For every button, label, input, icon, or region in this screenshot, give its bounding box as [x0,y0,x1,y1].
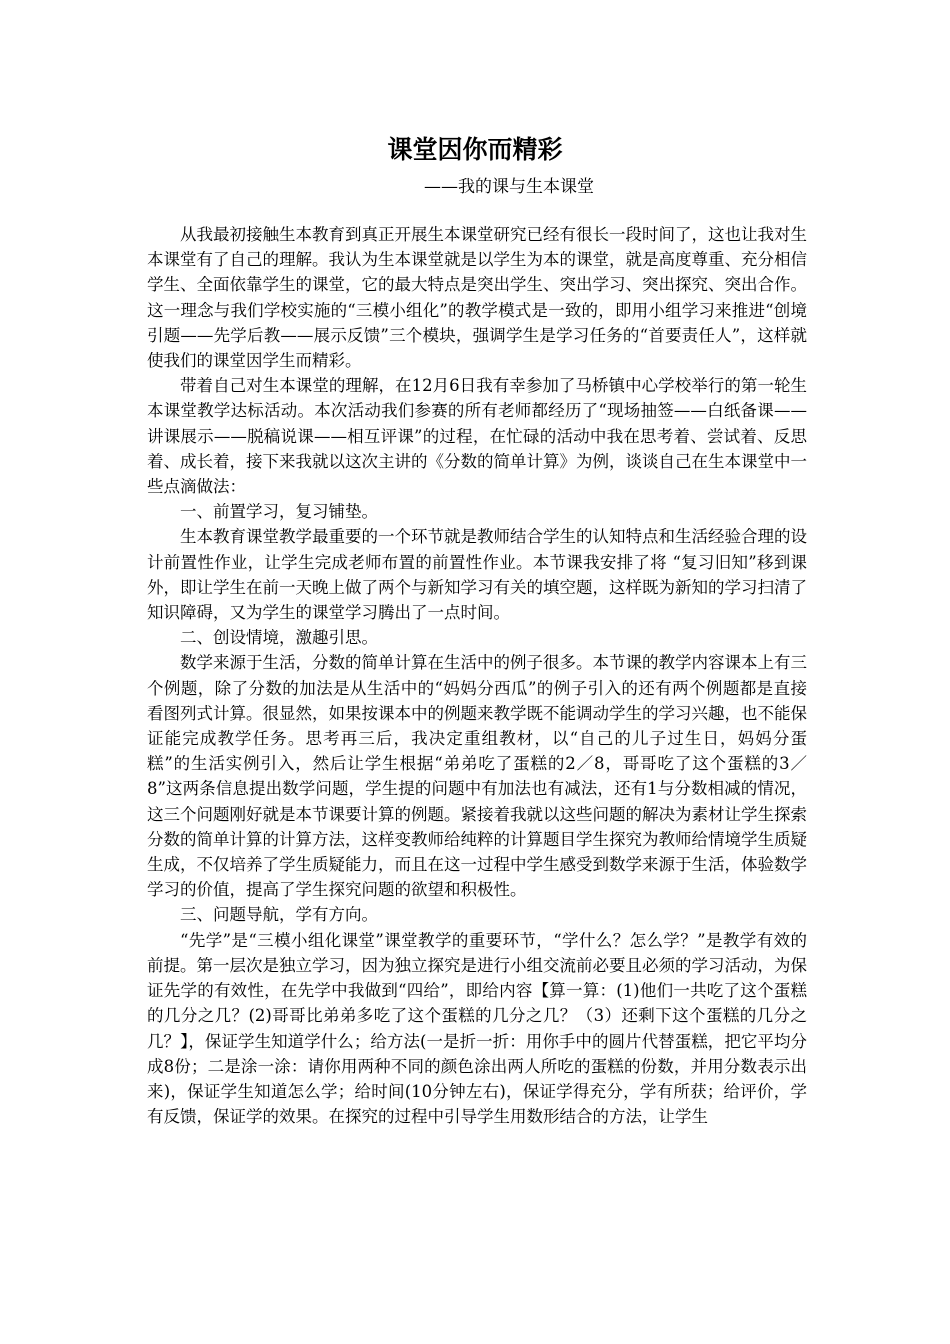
document-body [147,222,807,1129]
section-heading-3: 三、问题导航，学有方向。 [180,905,378,925]
paragraph-activity: 带着自己对生本课堂的理解，在12月6日我有幸参加了马桥镇中心学校举行的第一轮生本课堂教学达标活动。本次活动我们参赛的所有老师都经历了“现场抽签——白纸备课——讲课展示——脱稿说课——相互评课”的过程，在忙碌的活动中我在思考着、尝试着、反思着、成长着，接下来我就以这次主讲的《分数的简单计算》为例，谈谈自己在生本课堂中一些点滴做法： [147,376,807,497]
paragraph-context: 数学来源于生活，分数的简单计算在生活中的例子很多。本节课的教学内容课本上有三个例题，除了分数的加法是从生活中的“妈妈分西瓜”的例子引入的还有两个例题都是直接看图列式计算。很显然，如果按课本中的例题来教学既不能调动学生的学习兴趣，也不能保证能完成教学任务。思考再三后，我决定重组教材，以“自己的儿子过生日，妈妈分蛋糕”的生活实例引入，然后让学生根据“弟弟吃了蛋糕的2／8，哥哥吃了这个蛋糕的3／8”这两条信息提出数学问题，学生提的问题中有加法也有减法，还有1与分数相减的情况，这三个问题刚好就是本节课要计算的例题。紧接着我就以这些问题的解决为素材让学生探索分数的简单计算的计算方法，这样变教师给纯粹的计算题目学生探究为教师给情境学生质疑生成，不仅培养了学生质疑能力，而且在这一过程中学生感受到数学来源于生活，体验数学学习的价值，提高了学生探究问题的欲望和积极性。 [147,653,807,900]
section-heading-1: 一、前置学习，复习铺垫。 [180,502,378,522]
document-subtitle: ——我的课与生本课堂 [424,177,594,197]
document-title: 课堂因你而精彩 [387,135,563,164]
section-heading-2: 二、创设情境，激趣引思。 [180,628,378,648]
paragraph-preview: 生本教育课堂教学最重要的一个环节就是教师结合学生的认知特点和生活经验合理的设计前置性作业，让学生完成老师布置的前置性作业。本节课我安排了将 “复习旧知”移到课外，即让学生在前一天晚上做了两个与新知学习有关的填空题，这样既为新知的学习扫清了知识障碍，又为学生的课堂学习腾出了一点时间。 [147,527,807,623]
paragraph-intro: 从我最初接触生本教育到真正开展生本课堂研究已经有很长一段时间了，这也让我对生本课堂有了自己的理解。我认为生本课堂就是以学生为本的课堂，就是高度尊重、充分相信学生、全面依靠学生的课堂，它的最大特点是突出学生、突出学习、突出探究、突出合作。这一理念与我们学校实施的“三模小组化”的教学模式是一致的，即用小组学习来推进“创境引题——先学后教——展示反馈”三个模块，强调学生是学习任务的“首要责任人”，这样就使我们的课堂因学生而精彩。 [147,225,807,371]
paragraph-guided-questions: “先学”是“三模小组化课堂”课堂教学的重要环节，“学什么？怎么学？”是教学有效的前提。第一层次是独立学习，因为独立探究是进行小组交流前必要且必须的学习活动，为保证先学的有效性，在先学中我做到“四给”，即给内容【算一算：(1)他们一共吃了这个蛋糕的几分之几？(2)哥哥比弟弟多吃了这个蛋糕的几分之几？（3）还剩下这个蛋糕的几分之几？】，保证学生知道学什么；给方法(一是折一折：用你手中的圆片代替蛋糕，把它平均分成8份；二是涂一涂：请你用两种不同的颜色涂出两人所吃的蛋糕的份数，并用分数表示出来)，保证学生知道怎么学；给时间(10分钟左右)，保证学得充分，学有所获；给评价，学有反馈，保证学的效果。在探究的过程中引导学生用数形结合的方法，让学生 [147,930,807,1127]
